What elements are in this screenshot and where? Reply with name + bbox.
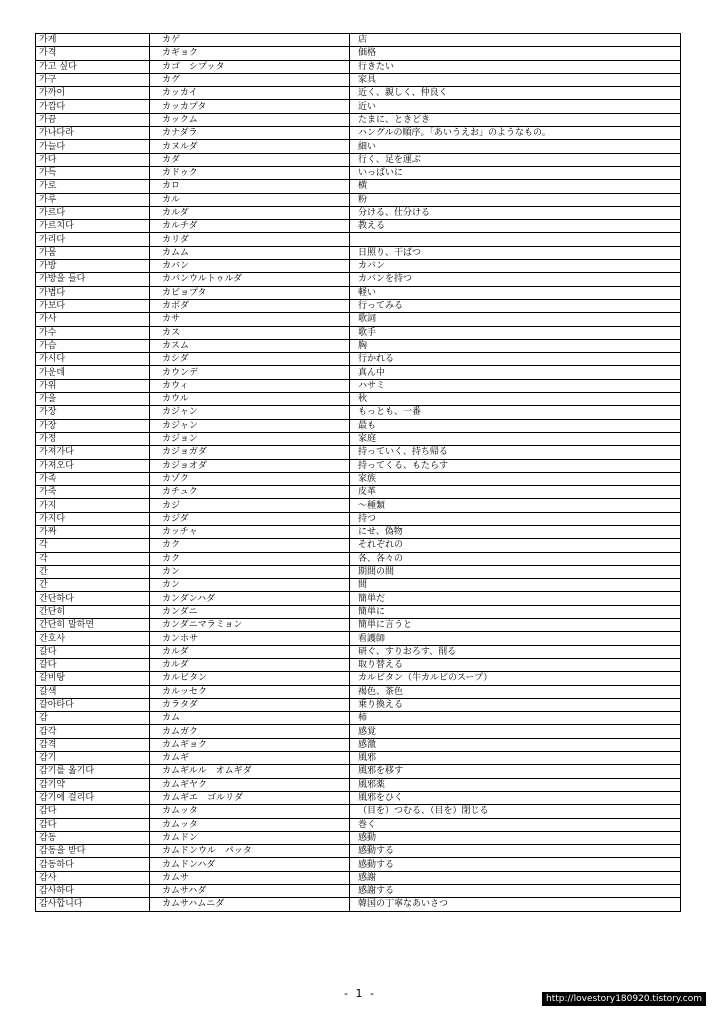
japanese-meaning-cell: カルビタン（牛カルビのスープ） <box>350 672 681 685</box>
korean-word-cell: 감동을 받다 <box>36 845 150 858</box>
katakana-reading-cell: カジダ <box>150 512 350 525</box>
korean-word-cell: 갈다 <box>36 645 150 658</box>
korean-word-cell: 간단히 말하면 <box>36 619 150 632</box>
korean-word-cell: 가뭄 <box>36 246 150 259</box>
katakana-reading-cell: カジャン <box>150 406 350 419</box>
japanese-meaning-cell: 真ん中 <box>350 366 681 379</box>
japanese-meaning-cell: それぞれの <box>350 539 681 552</box>
table-row <box>36 153 681 166</box>
katakana-reading-cell: カダ <box>150 153 350 166</box>
korean-word-cell: 가짜 <box>36 525 150 538</box>
korean-word-cell: 가사 <box>36 313 150 326</box>
katakana-reading-cell: カボダ <box>150 299 350 312</box>
korean-word-cell: 감기 <box>36 752 150 765</box>
japanese-meaning-cell: 行く、足を運ぶ <box>350 153 681 166</box>
japanese-meaning-cell: 持っていく、持ち帰る <box>350 446 681 459</box>
table-row <box>36 738 681 751</box>
korean-word-cell: 간 <box>36 579 150 592</box>
table-row <box>36 60 681 73</box>
korean-word-cell: 가르다 <box>36 206 150 219</box>
table-row <box>36 658 681 671</box>
japanese-meaning-cell: 簡単だ <box>350 592 681 605</box>
japanese-meaning-cell: 秋 <box>350 393 681 406</box>
katakana-reading-cell: カムドンハダ <box>150 858 350 871</box>
japanese-meaning-cell: 分ける、仕分ける <box>350 206 681 219</box>
korean-word-cell: 가나다라 <box>36 127 150 140</box>
korean-word-cell: 간 <box>36 565 150 578</box>
japanese-meaning-cell: ハングルの順序。「あいうえお」のようなもの。 <box>350 127 681 140</box>
japanese-meaning-cell: 粉 <box>350 193 681 206</box>
japanese-meaning-cell: 家具 <box>350 73 681 86</box>
japanese-meaning-cell: 柿 <box>350 712 681 725</box>
japanese-meaning-cell: 家庭 <box>350 432 681 445</box>
korean-word-cell: 갈색 <box>36 685 150 698</box>
korean-word-cell: 가끔 <box>36 113 150 126</box>
katakana-reading-cell: カムッタ <box>150 818 350 831</box>
vocabulary-table-body <box>36 34 681 912</box>
katakana-reading-cell: カヌルダ <box>150 140 350 153</box>
japanese-meaning-cell: 各、各々の <box>350 552 681 565</box>
katakana-reading-cell: カチュク <box>150 486 350 499</box>
katakana-reading-cell: カムギヤク <box>150 778 350 791</box>
katakana-reading-cell: カムドン <box>150 831 350 844</box>
korean-word-cell: 간단히 <box>36 605 150 618</box>
korean-word-cell: 가늘다 <box>36 140 150 153</box>
katakana-reading-cell: カギョク <box>150 47 350 60</box>
korean-word-cell: 가고 싶다 <box>36 60 150 73</box>
table-row <box>36 140 681 153</box>
table-row <box>36 858 681 871</box>
korean-word-cell: 가보다 <box>36 299 150 312</box>
katakana-reading-cell: カビョプタ <box>150 286 350 299</box>
table-row <box>36 818 681 831</box>
japanese-meaning-cell: 持つ <box>350 512 681 525</box>
katakana-reading-cell: カナダラ <box>150 127 350 140</box>
katakana-reading-cell: カル <box>150 193 350 206</box>
katakana-reading-cell: カムサハムニダ <box>150 898 350 911</box>
japanese-meaning-cell: 歌詞 <box>350 313 681 326</box>
japanese-meaning-cell: カバン <box>350 260 681 273</box>
table-row <box>36 512 681 525</box>
katakana-reading-cell: カク <box>150 539 350 552</box>
katakana-reading-cell: カウィ <box>150 379 350 392</box>
japanese-meaning-cell: 看護師 <box>350 632 681 645</box>
korean-word-cell: 감다 <box>36 818 150 831</box>
table-row <box>36 446 681 459</box>
katakana-reading-cell: カジョオダ <box>150 459 350 472</box>
korean-word-cell: 가득 <box>36 166 150 179</box>
korean-word-cell: 가져가다 <box>36 446 150 459</box>
korean-word-cell: 가격 <box>36 47 150 60</box>
table-row <box>36 459 681 472</box>
katakana-reading-cell: カムギルル オムギダ <box>150 765 350 778</box>
japanese-meaning-cell: 間 <box>350 579 681 592</box>
katakana-reading-cell: カッチャ <box>150 525 350 538</box>
korean-word-cell: 간호사 <box>36 632 150 645</box>
blog-url-watermark: http://lovestory180920.tistory.com <box>542 992 706 1006</box>
katakana-reading-cell: カッカプタ <box>150 100 350 113</box>
korean-word-cell: 가르치다 <box>36 220 150 233</box>
table-row <box>36 73 681 86</box>
katakana-reading-cell: カムギエ ゴルリダ <box>150 791 350 804</box>
katakana-reading-cell: カルダ <box>150 658 350 671</box>
japanese-meaning-cell: 日照り、干ばつ <box>350 246 681 259</box>
table-row <box>36 273 681 286</box>
japanese-meaning-cell: 価格 <box>350 47 681 60</box>
japanese-meaning-cell: 感覚 <box>350 725 681 738</box>
korean-word-cell: 가깝다 <box>36 100 150 113</box>
katakana-reading-cell: カンダニマラミョン <box>150 619 350 632</box>
japanese-meaning-cell: もっとも、一番 <box>350 406 681 419</box>
katakana-reading-cell: カウル <box>150 393 350 406</box>
table-row <box>36 898 681 911</box>
katakana-reading-cell: カムサ <box>150 871 350 884</box>
korean-word-cell: 각 <box>36 552 150 565</box>
table-row <box>36 313 681 326</box>
japanese-meaning-cell: （目を）つむる、（目を）閉じる <box>350 805 681 818</box>
katakana-reading-cell: カウンデ <box>150 366 350 379</box>
japanese-meaning-cell: ～種類 <box>350 499 681 512</box>
japanese-meaning-cell: 家族 <box>350 472 681 485</box>
japanese-meaning-cell: 行きたい <box>350 60 681 73</box>
katakana-reading-cell: カンダニ <box>150 605 350 618</box>
korean-word-cell: 가볍다 <box>36 286 150 299</box>
korean-word-cell: 감격 <box>36 738 150 751</box>
japanese-meaning-cell: 近く、親しく、仲良く <box>350 87 681 100</box>
table-row <box>36 339 681 352</box>
korean-word-cell: 갈비탕 <box>36 672 150 685</box>
korean-word-cell: 간단하다 <box>36 592 150 605</box>
table-row <box>36 366 681 379</box>
table-row <box>36 166 681 179</box>
table-row <box>36 432 681 445</box>
korean-word-cell: 가수 <box>36 326 150 339</box>
korean-word-cell: 감사합니다 <box>36 898 150 911</box>
table-row <box>36 499 681 512</box>
katakana-reading-cell: カルッセク <box>150 685 350 698</box>
korean-word-cell: 가정 <box>36 432 150 445</box>
japanese-meaning-cell: 風邪を移す <box>350 765 681 778</box>
korean-word-cell: 가슴 <box>36 339 150 352</box>
japanese-meaning-cell: 感謝する <box>350 885 681 898</box>
katakana-reading-cell: カム <box>150 712 350 725</box>
table-row <box>36 725 681 738</box>
japanese-meaning-cell: 近い <box>350 100 681 113</box>
katakana-reading-cell: カジョン <box>150 432 350 445</box>
japanese-meaning-cell: 胸 <box>350 339 681 352</box>
table-row <box>36 698 681 711</box>
katakana-reading-cell: カッカイ <box>150 87 350 100</box>
katakana-reading-cell: カドゥク <box>150 166 350 179</box>
katakana-reading-cell: カサ <box>150 313 350 326</box>
katakana-reading-cell: カリダ <box>150 233 350 246</box>
table-row <box>36 260 681 273</box>
katakana-reading-cell: カラタダ <box>150 698 350 711</box>
table-row <box>36 552 681 565</box>
table-row <box>36 539 681 552</box>
katakana-reading-cell: カスム <box>150 339 350 352</box>
table-row <box>36 406 681 419</box>
katakana-reading-cell: カックム <box>150 113 350 126</box>
katakana-reading-cell: カン <box>150 565 350 578</box>
katakana-reading-cell: カムギョク <box>150 738 350 751</box>
japanese-meaning-cell: 感動 <box>350 831 681 844</box>
table-row <box>36 605 681 618</box>
japanese-meaning-cell: 風邪薬 <box>350 778 681 791</box>
table-row <box>36 353 681 366</box>
japanese-meaning-cell: 研ぐ、すりおろす、削る <box>350 645 681 658</box>
japanese-meaning-cell: 持ってくる、もたらす <box>350 459 681 472</box>
table-row <box>36 472 681 485</box>
vocabulary-table <box>35 33 681 912</box>
table-row <box>36 579 681 592</box>
japanese-meaning-cell: 簡単に言うと <box>350 619 681 632</box>
korean-word-cell: 가까이 <box>36 87 150 100</box>
japanese-meaning-cell: 風邪をひく <box>350 791 681 804</box>
katakana-reading-cell: カンダンハダ <box>150 592 350 605</box>
katakana-reading-cell: カルダ <box>150 206 350 219</box>
korean-word-cell: 가장 <box>36 406 150 419</box>
katakana-reading-cell: カバンウルトゥルダ <box>150 273 350 286</box>
katakana-reading-cell: カムガク <box>150 725 350 738</box>
japanese-meaning-cell: 韓国の丁寧なあいさつ <box>350 898 681 911</box>
korean-word-cell: 가을 <box>36 393 150 406</box>
katakana-reading-cell: カロ <box>150 180 350 193</box>
japanese-meaning-cell: 皮革 <box>350 486 681 499</box>
katakana-reading-cell: カムッタ <box>150 805 350 818</box>
table-row <box>36 885 681 898</box>
japanese-meaning-cell: 取り替える <box>350 658 681 671</box>
table-row <box>36 619 681 632</box>
korean-word-cell: 감다 <box>36 805 150 818</box>
japanese-meaning-cell: いっぱいに <box>350 166 681 179</box>
japanese-meaning-cell: 横 <box>350 180 681 193</box>
table-row <box>36 34 681 47</box>
katakana-reading-cell: カムギ <box>150 752 350 765</box>
katakana-reading-cell: カグ <box>150 73 350 86</box>
table-row <box>36 180 681 193</box>
katakana-reading-cell: カジ <box>150 499 350 512</box>
table-row <box>36 193 681 206</box>
table-row <box>36 113 681 126</box>
table-row <box>36 592 681 605</box>
korean-word-cell: 감기를 옮기다 <box>36 765 150 778</box>
table-row <box>36 393 681 406</box>
table-row <box>36 220 681 233</box>
table-row <box>36 206 681 219</box>
table-row <box>36 672 681 685</box>
japanese-meaning-cell: 感激 <box>350 738 681 751</box>
table-row <box>36 831 681 844</box>
table-row <box>36 326 681 339</box>
japanese-meaning-cell: 細い <box>350 140 681 153</box>
korean-word-cell: 가리다 <box>36 233 150 246</box>
korean-word-cell: 가방 <box>36 260 150 273</box>
japanese-meaning-cell: 軽い <box>350 286 681 299</box>
korean-word-cell: 가족 <box>36 472 150 485</box>
korean-word-cell: 감사 <box>36 871 150 884</box>
korean-word-cell: 감각 <box>36 725 150 738</box>
korean-word-cell: 가져오다 <box>36 459 150 472</box>
table-row <box>36 871 681 884</box>
korean-word-cell: 가운데 <box>36 366 150 379</box>
korean-word-cell: 가죽 <box>36 486 150 499</box>
katakana-reading-cell: カムドンウル パッタ <box>150 845 350 858</box>
katakana-reading-cell: カルチダ <box>150 220 350 233</box>
korean-word-cell: 가루 <box>36 193 150 206</box>
table-row <box>36 565 681 578</box>
japanese-meaning-cell: にせ、偽物 <box>350 525 681 538</box>
table-row <box>36 246 681 259</box>
japanese-meaning-cell: 行ってみる <box>350 299 681 312</box>
katakana-reading-cell: カク <box>150 552 350 565</box>
table-row <box>36 87 681 100</box>
table-row <box>36 752 681 765</box>
korean-word-cell: 각 <box>36 539 150 552</box>
katakana-reading-cell: カムサハダ <box>150 885 350 898</box>
korean-word-cell: 가시다 <box>36 353 150 366</box>
table-row <box>36 778 681 791</box>
table-row <box>36 486 681 499</box>
japanese-meaning-cell: 乗り換える <box>350 698 681 711</box>
table-row <box>36 685 681 698</box>
katakana-reading-cell: カジョガダ <box>150 446 350 459</box>
katakana-reading-cell: カンホサ <box>150 632 350 645</box>
korean-word-cell: 가구 <box>36 73 150 86</box>
japanese-meaning-cell: 感動する <box>350 858 681 871</box>
japanese-meaning-cell: カバンを持つ <box>350 273 681 286</box>
table-row <box>36 805 681 818</box>
katakana-reading-cell: カジャン <box>150 419 350 432</box>
japanese-meaning-cell: 歌手 <box>350 326 681 339</box>
japanese-meaning-cell: 教える <box>350 220 681 233</box>
katakana-reading-cell: カゲ <box>150 34 350 47</box>
table-row <box>36 299 681 312</box>
japanese-meaning-cell: 感動する <box>350 845 681 858</box>
korean-word-cell: 감동 <box>36 831 150 844</box>
katakana-reading-cell: カン <box>150 579 350 592</box>
japanese-meaning-cell <box>350 233 681 246</box>
korean-word-cell: 가게 <box>36 34 150 47</box>
korean-word-cell: 가로 <box>36 180 150 193</box>
table-row <box>36 100 681 113</box>
korean-word-cell: 감기약 <box>36 778 150 791</box>
korean-word-cell: 감 <box>36 712 150 725</box>
korean-word-cell: 갈아타다 <box>36 698 150 711</box>
katakana-reading-cell: カゴ シプッタ <box>150 60 350 73</box>
japanese-meaning-cell: 期間の間 <box>350 565 681 578</box>
korean-word-cell: 가장 <box>36 419 150 432</box>
japanese-meaning-cell: 巻く <box>350 818 681 831</box>
katakana-reading-cell: カルダ <box>150 645 350 658</box>
katakana-reading-cell: カムム <box>150 246 350 259</box>
korean-word-cell: 가지 <box>36 499 150 512</box>
japanese-meaning-cell: 最も <box>350 419 681 432</box>
table-row <box>36 379 681 392</box>
japanese-meaning-cell: たまに、ときどき <box>350 113 681 126</box>
table-row <box>36 712 681 725</box>
korean-word-cell: 감동하다 <box>36 858 150 871</box>
korean-word-cell: 감기에 걸리다 <box>36 791 150 804</box>
korean-word-cell: 가위 <box>36 379 150 392</box>
page-number: - 1 - <box>344 987 376 1000</box>
korean-word-cell: 가다 <box>36 153 150 166</box>
table-row <box>36 286 681 299</box>
korean-word-cell: 가지다 <box>36 512 150 525</box>
japanese-meaning-cell: ハサミ <box>350 379 681 392</box>
japanese-meaning-cell: 風邪 <box>350 752 681 765</box>
table-row <box>36 419 681 432</box>
japanese-meaning-cell: 褐色、茶色 <box>350 685 681 698</box>
table-row <box>36 632 681 645</box>
japanese-meaning-cell: 簡単に <box>350 605 681 618</box>
table-row <box>36 845 681 858</box>
katakana-reading-cell: カス <box>150 326 350 339</box>
katakana-reading-cell: カルビタン <box>150 672 350 685</box>
korean-word-cell: 갈다 <box>36 658 150 671</box>
table-row <box>36 645 681 658</box>
katakana-reading-cell: カゾク <box>150 472 350 485</box>
table-row <box>36 765 681 778</box>
katakana-reading-cell: カシダ <box>150 353 350 366</box>
table-row <box>36 127 681 140</box>
table-row <box>36 791 681 804</box>
table-row <box>36 47 681 60</box>
katakana-reading-cell: カバン <box>150 260 350 273</box>
japanese-meaning-cell: 感謝 <box>350 871 681 884</box>
japanese-meaning-cell: 店 <box>350 34 681 47</box>
korean-word-cell: 감사하다 <box>36 885 150 898</box>
table-row <box>36 525 681 538</box>
japanese-meaning-cell: 行かれる <box>350 353 681 366</box>
korean-word-cell: 가방을 들다 <box>36 273 150 286</box>
table-row <box>36 233 681 246</box>
